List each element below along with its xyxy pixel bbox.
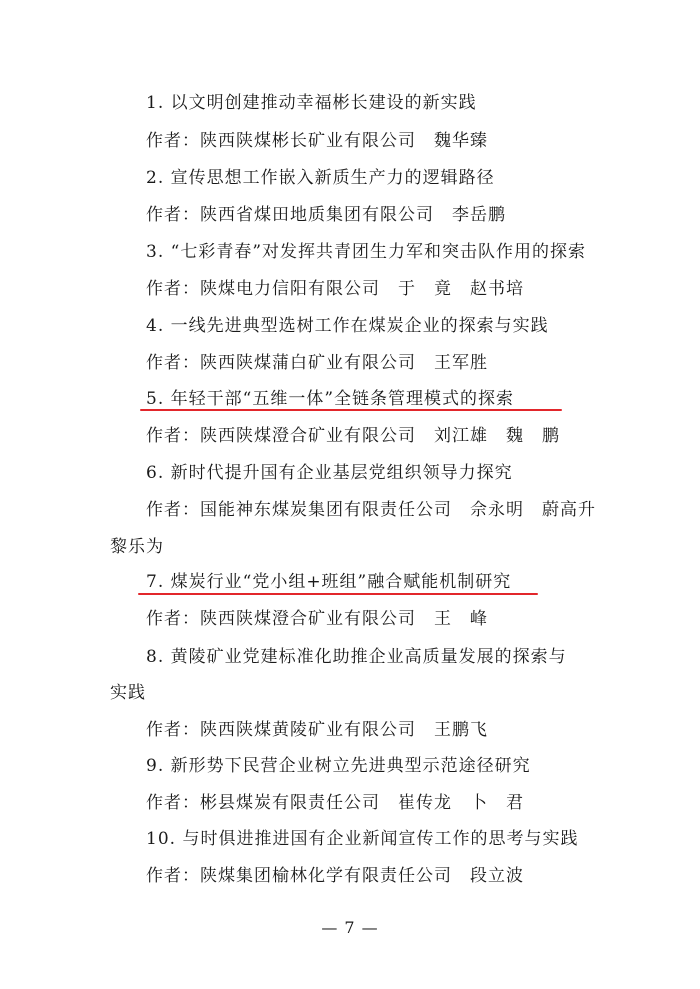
- entry-1-title: 1. 以文明创建推动幸福彬长建设的新实践: [146, 93, 477, 113]
- entry-4-author: 作者：陕西陕煤蒲白矿业有限公司 王军胜: [146, 353, 488, 373]
- entry-3-author: 作者：陕煤电力信阳有限公司 于 竟 赵书培: [146, 279, 524, 299]
- entry-6-author-continued: 黎乐为: [110, 537, 164, 557]
- entry-1-author: 作者：陕西陕煤彬长矿业有限公司 魏华臻: [146, 131, 488, 151]
- entry-10-title: 10. 与时俱进推进国有企业新闻宣传工作的思考与实践: [146, 829, 579, 849]
- page-number: — 7 —: [321, 918, 379, 937]
- entry-7-author: 作者：陕西陕煤澄合矿业有限公司 王 峰: [146, 609, 488, 629]
- entry-9-title: 9. 新形势下民营企业树立先进典型示范途径研究: [146, 756, 531, 776]
- entry-2-title: 2. 宣传思想工作嵌入新质生产力的逻辑路径: [146, 168, 495, 188]
- entry-5-title: 5. 年轻干部“五维一体”全链条管理模式的探索: [146, 389, 515, 409]
- entry-6-title: 6. 新时代提升国有企业基层党组织领导力探究: [146, 463, 513, 483]
- entry-10-author: 作者：陕煤集团榆林化学有限责任公司 段立波: [146, 866, 524, 886]
- entry-4-title: 4. 一线先进典型选树工作在煤炭企业的探索与实践: [146, 316, 549, 336]
- entry-3-title: 3. “七彩青春”对发挥共青团生力军和突击队作用的探索: [146, 242, 587, 262]
- entry-6-author: 作者：国能神东煤炭集团有限责任公司 佘永明 蔚高升: [146, 500, 596, 520]
- entry-5-author: 作者：陕西陕煤澄合矿业有限公司 刘江雄 魏 鹏: [146, 426, 560, 446]
- red-underline-entry-5: [140, 409, 562, 411]
- entry-7-title: 7. 煤炭行业“党小组+班组”融合赋能机制研究: [146, 572, 512, 592]
- red-underline-entry-7: [138, 593, 538, 595]
- entry-9-author: 作者：彬县煤炭有限责任公司 崔传龙 卜 君: [146, 793, 524, 813]
- entry-8-title: 8. 黄陵矿业党建标准化助推企业高质量发展的探索与: [146, 647, 567, 667]
- entry-8-title-continued: 实践: [110, 683, 146, 703]
- entry-2-author: 作者：陕西省煤田地质集团有限公司 李岳鹏: [146, 205, 506, 225]
- entry-8-author: 作者：陕西陕煤黄陵矿业有限公司 王鹏飞: [146, 720, 488, 740]
